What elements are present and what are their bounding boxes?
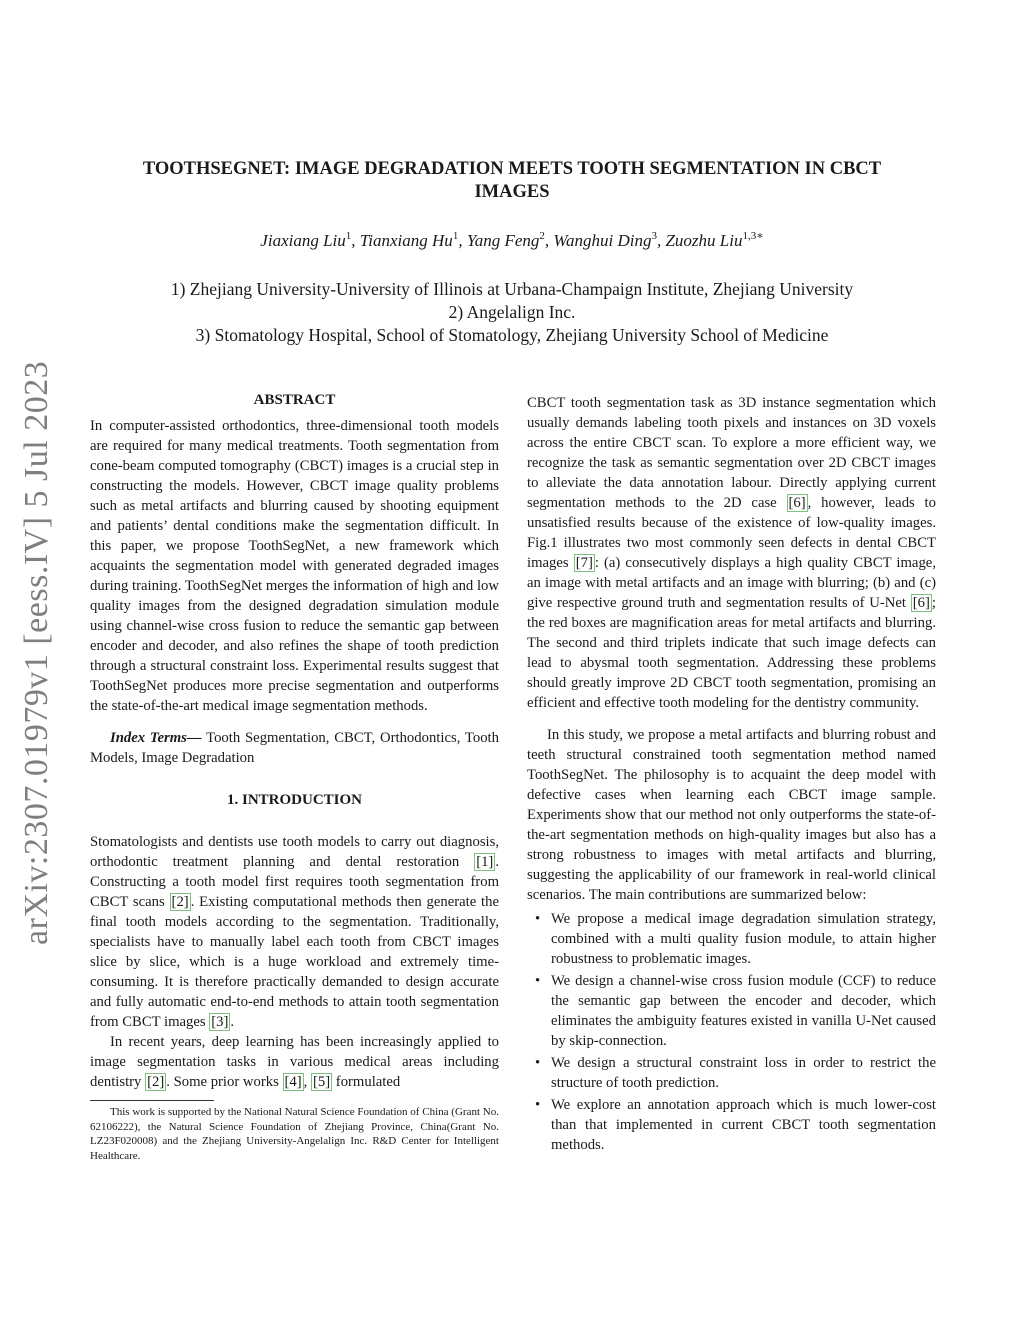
footnote-divider: [90, 1100, 214, 1101]
citation-link[interactable]: [1]: [476, 854, 494, 870]
author-affil-mark: 1: [345, 230, 352, 242]
index-terms-label: Index Terms—: [110, 730, 202, 746]
intro-paragraph-1: Stomatologists and dentists use tooth models to carry out diagnosis, orthodontic treatment planning and dental restoration [1] . Constructing a tooth model first requires tooth segmentation from CBCT scans [2] . Existing computational methods then generate the final tooth models according to the segmentation. Traditionally, specialists have to manually label each tooth from CBCT images slice by slice, which is a huge workload and extremely time-consuming. It is therefore practically demanded to design accurate and fully automatic end-to-end methods to attain tooth segmentation from CBCT images [3] .: [90, 834, 499, 1030]
title-line-1: TOOTHSEGNET: IMAGE DEGRADATION MEETS TOOTH SEGMENTATION IN CBCT: [142, 159, 882, 179]
contributions-list: [527, 909, 936, 1155]
affiliation-line: 2) Angelalign Inc.: [448, 302, 576, 322]
intro-paragraph-2: In recent years, deep learning has been increasingly applied to image segmentation tasks in various medical areas including dentistry [2] . Some prior works [4] , [5] formulated: [90, 1034, 499, 1090]
author-name: Wanghui Ding: [553, 231, 652, 250]
author-name: Tianxiang Hu: [359, 231, 453, 250]
paper-title: [80, 158, 944, 204]
author-list: Jiaxiang Liu$^1$, Tianxiang Hu$^1$, Yang Feng$^2$, Wanghui Ding$^3$, Zuozhu Liu$^{1,3∗}$: [260, 230, 764, 250]
citation-link[interactable]: [5]: [312, 1074, 331, 1090]
citation-link[interactable]: [6]: [912, 595, 930, 611]
author-affil-mark: 2: [539, 230, 545, 242]
introduction-heading: 1. INTRODUCTION: [226, 792, 362, 808]
citation-link[interactable]: [6]: [788, 495, 806, 511]
author-affil-mark: 1: [452, 230, 459, 242]
arxiv-identifier-stamp: arXiv:2307.01979v1 [eess.IV] 5 Jul 2023: [18, 360, 55, 945]
right-paragraph-2: In this study, we propose a metal artifacts and blurring robust and teeth structural constrained tooth segmentation method named ToothSegNet. The philosophy is to acquaint the deep model with defective cases when learning each CBCT image sample. Experiments show that our method not only outperforms the state-of-the-art segmentation methods on high-quality images but also has a strong robustness to images with metal artifacts and blurring, suggesting the applicability of our framework in real-world clinical scenarios. The main contributions are summarized below:: [527, 727, 936, 903]
abstract-text: In computer-assisted orthodontics, three-dimensional tooth models are required for many medical treatments. Tooth segmentation from cone-beam computed tomography (CBCT) images is a crucial step in constructing the models. However, CBCT image quality problems such as metal artifacts and blurring caused by shooting equipment and patients’ dental conditions make the segmentation difficult. In this paper, we propose ToothSegNet, a new framework which acquaints the segmentation model with generated degraded images during training. ToothSegNet merges the information of high and low quality images from the designed degradation simulation module using channel-wise cross fusion to reduce the semantic gap between encoder and decoder, and also refines the shape of tooth prediction through a structural constraint loss. Experimental results suggest that ToothSegNet produces more precise segmentation and outperforms the state-of-the-art medical image segmentation methods.: [90, 418, 499, 714]
abstract-heading: ABSTRACT: [253, 392, 336, 408]
author-name: Jiaxiang Liu: [260, 231, 346, 250]
author-affil-mark: 1,3∗: [742, 230, 764, 242]
right-paragraph-1: CBCT tooth segmentation task as 3D instance segmentation which usually demands labeling tooth pixels and instances on 3D voxels across the entire CBCT scan. To explore a more efficient way, we recognize the task as semantic segmentation over 2D CBCT images to alleviate the data annotation labour. Directly applying current segmentation methods to the 2D case [6] , however, leads to unsatisfied results because of the existence of low-quality images. Fig.1 illustrates two most commonly seen defects in dental CBCT images [7] : (a) consecutively displays a high quality CBCT image, an image with metal artifacts and an image with blurring; (b) and (c) give respective ground truth and segmentation results of U-Net [6] ; the red boxes are magnification areas for metal artifacts and blurring. The second and third triplets indicate that such image defects can lead to abysmal tooth segmentation. Addressing these problems should greatly improve 2D CBCT tooth segmentation, promising an efficient and effective tooth modeling for the dentistry community.: [527, 395, 936, 711]
list-item: • We explore an annotation approach which is much lower-cost than that implemented in current CBCT tooth segmentation methods.: [527, 1095, 936, 1155]
author-name: Zuozhu Liu: [665, 231, 743, 250]
affiliation-line: 3) Stomatology Hospital, School of Stomatology, Zhejiang University School of Medicine: [195, 325, 829, 345]
index-terms: [90, 728, 499, 768]
citation-link[interactable]: [4]: [284, 1074, 302, 1090]
author-name: Yang Feng: [466, 231, 540, 250]
citation-link[interactable]: [2]: [171, 894, 189, 910]
list-item: • We design a channel-wise cross fusion module (CCF) to reduce the semantic gap between the encoder and decoder, which eliminates the ambiguity features existed in vanilla U-Net caused by skip-connection.: [527, 971, 936, 1051]
citation-link[interactable]: [2]: [147, 1074, 165, 1090]
index-terms-text: Tooth Segmentation, CBCT, Orthodontics, Tooth Models, Image Degradation: [90, 730, 499, 766]
author-affil-mark: 3: [651, 230, 657, 242]
left-column: [90, 390, 499, 1163]
list-item: • We design a structural constraint loss in order to restrict the structure of tooth prediction.: [527, 1053, 936, 1093]
affiliation-block: [80, 278, 944, 347]
title-line-2: IMAGES: [474, 182, 550, 202]
funding-footnote: This work is supported by the National Natural Science Foundation of China (Grant No. 62106222), the Natural Science Foundation of Zhejiang Province, China(Grant No. LZ23F020008) and the Zhejiang University-Angelalign Inc. R&D Center for Intelligent Healthcare.: [90, 1106, 499, 1162]
affiliation-line: 1) Zhejiang University-University of Illinois at Urbana-Champaign Institute, Zhejiang University: [170, 279, 854, 299]
list-item: • We propose a medical image degradation simulation strategy, combined with a multi quality fusion module, to attain higher robustness to problematic images.: [527, 909, 936, 969]
right-column: [527, 393, 936, 1157]
citation-link[interactable]: [3]: [211, 1014, 229, 1030]
citation-link[interactable]: [7]: [575, 555, 593, 571]
